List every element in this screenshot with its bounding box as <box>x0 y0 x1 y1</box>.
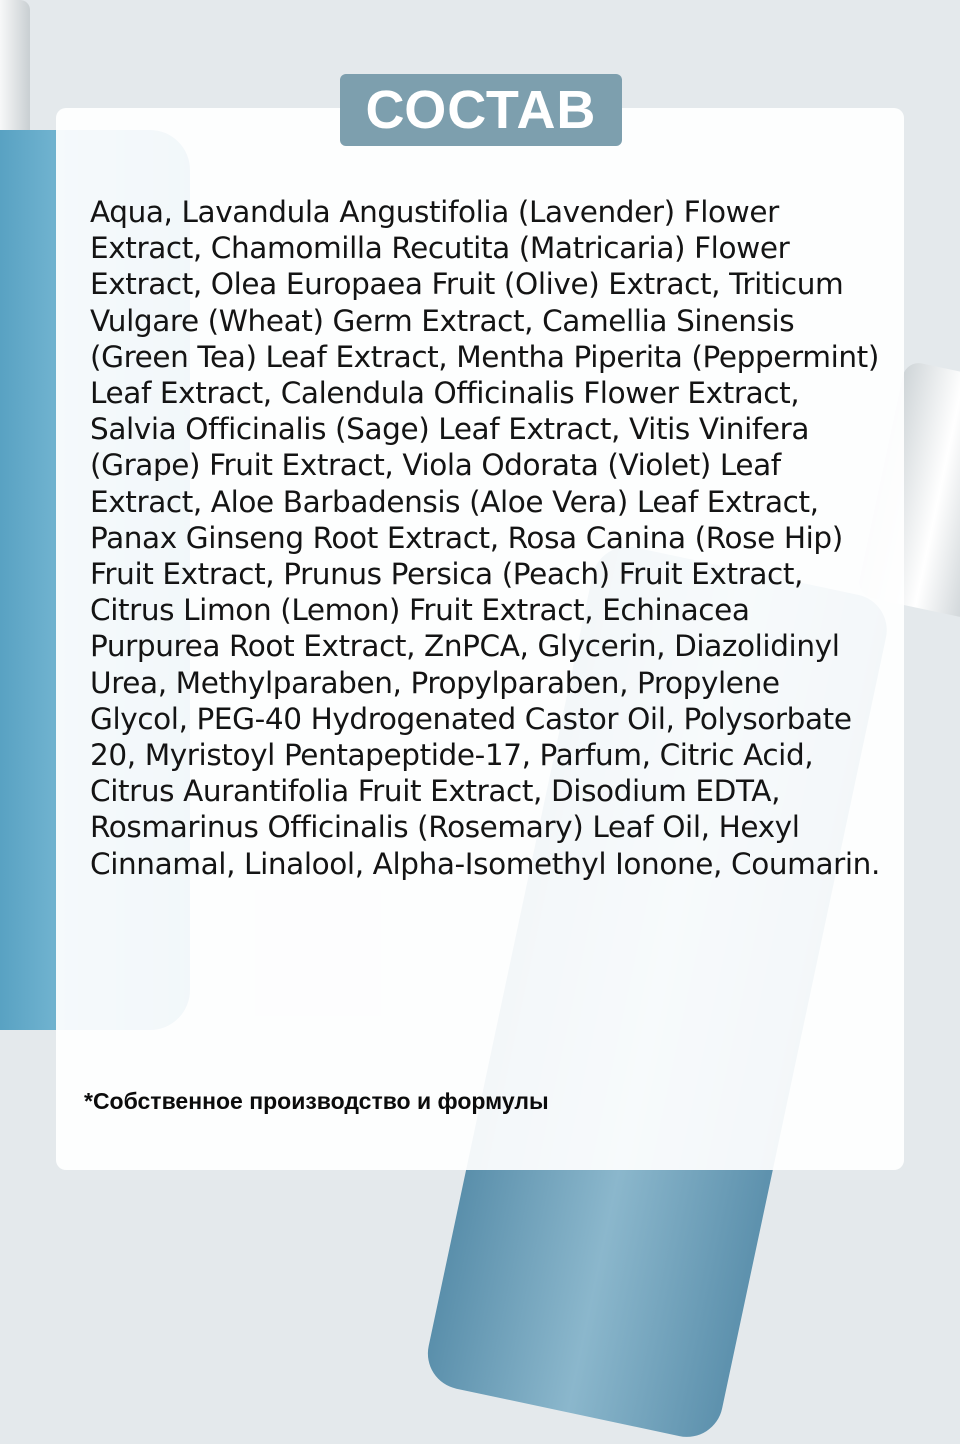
ingredients-list: Aqua, Lavandula Angustifolia (Lavender) Flower Extract, Chamomilla Recutita (Matricaria) Flower Extract, Olea Europaea Fruit (Olive) Extract, Triticum Vulgare (Wheat) Germ Extract, Camellia Sinensis (Green Tea) Leaf Extract, Mentha Piperita (Peppermint) Leaf Extract, Calendula Officinalis Flower Extract, Salvia Officinalis (Sage) Leaf Extract, Vitis Vinifera (Grape) Fruit Extract, Viola Odorata (Violet) Leaf Extract, Aloe Barbadensis (Aloe Vera) Leaf Extract, Panax Ginseng Root Extract, Rosa Canina (Rose Hip) Fruit Extract, Prunus Persica (Peach) Fruit Extract, Citrus Limon (Lemon) Fruit Extract, Echinacea Purpurea Root Extract, ZnPCA, Glycerin, Diazolidinyl Urea, Methylparaben, Propylparaben, Propylene Glycol, PEG-40 Hydrogenated Castor Oil, Polysorbate 20, Myristoyl Pentapeptide-17, Parfum, Citric Acid, Citrus Aurantifolia Fruit Extract, Disodium EDTA, Rosmarinus Officinalis (Rosemary) Leaf Oil, Hexyl Cinnamal, Linalool, Alpha-Isomethyl Ionone, Coumarin. <box>90 195 880 881</box>
title-badge <box>340 74 622 146</box>
page-title: СОСТАВ <box>365 80 597 140</box>
footnote: *Собственное производство и формулы <box>84 1088 549 1114</box>
